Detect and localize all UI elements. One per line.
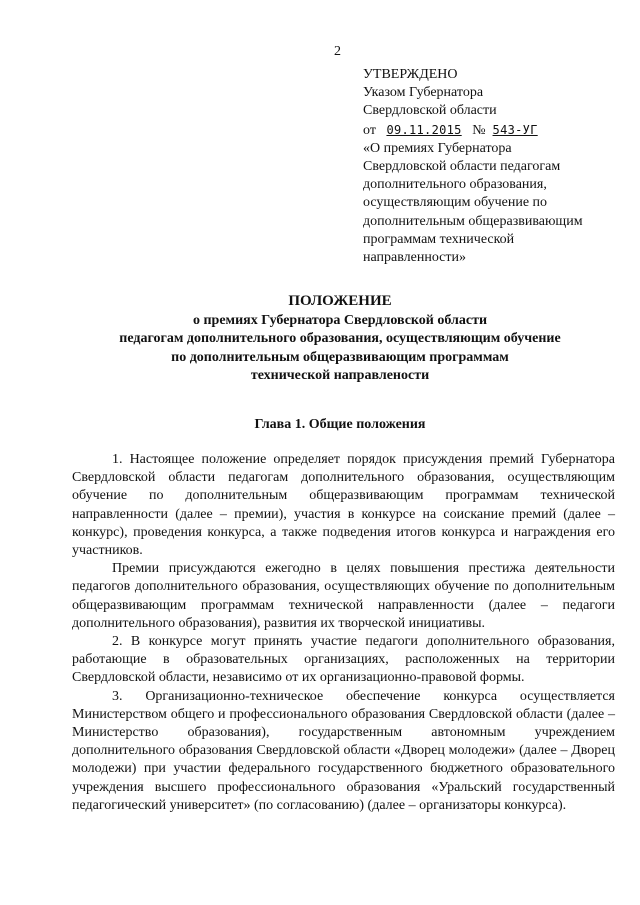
approval-issuer: Указом Губернатора	[363, 85, 484, 101]
decree-date-number-line	[363, 121, 633, 140]
document-title-line: технической направлености	[250, 368, 430, 383]
decree-number: 543-УГ	[492, 122, 538, 137]
decree-title-line: Свердловской области педагогам	[363, 159, 561, 175]
document-title-line: по дополнительным общеразвивающим программам	[171, 349, 509, 365]
decree-title-line: дополнительного образования,	[363, 177, 547, 193]
approval-stamp	[363, 66, 633, 267]
decree-date: 09.11.2015	[386, 122, 462, 137]
approval-heading: УТВЕРЖДЕНО	[363, 67, 458, 82]
document-title-main: ПОЛОЖЕНИЕ	[288, 293, 392, 309]
decree-title-line: дополнительным общеразвивающим	[363, 213, 583, 229]
body-text	[72, 451, 615, 815]
decree-title-line: направленности»	[363, 250, 467, 266]
number-prefix: №	[472, 122, 486, 138]
chapter-heading: Глава 1. Общие положения	[254, 417, 426, 432]
document-title	[60, 292, 620, 386]
decree-title-line: «О премиях Губернатора	[363, 140, 512, 156]
date-prefix: от	[363, 122, 376, 138]
decree-title-line: осуществляющим обучение по	[363, 195, 548, 211]
approval-region: Свердловской области	[363, 103, 497, 119]
decree-title-line: программам технической	[363, 231, 515, 247]
paragraph: 2. В конкурсе могут принять участие педагоги дополнительного образования, работающие в образовательных организациях, расположенных на территории Свердловской области, независимо от их организационно-правовой формы.	[72, 634, 615, 686]
document-title-line: о премиях Губернатора Свердловской области	[192, 312, 488, 328]
paragraph: 3. Организационно-техническое обеспечение конкурса осуществляется Министерством общего и профессионального образования Свердловской области (далее – Министерство образования), государственным автономным учреждением дополнительного образования Свердловской области «Дворец молодежи» (далее – Дворец молодежи) при участии федерального государственного бюджетного образовательного учреждения высшего профессионального образования «Уральский государственный педагогический университет» (по согласованию) (далее – организаторы конкурса).	[72, 688, 615, 813]
paragraph: Премии присуждаются ежегодно в целях повышения престижа деятельности педагогов дополнительного образования, осуществляющих обучение по дополнительным общеразвивающим программам технической направленности (далее – педагоги дополнительного образования), развития их творческой инициативы.	[72, 561, 615, 631]
document-title-line: педагогам дополнительного образования, осуществляющим обучение	[119, 331, 561, 346]
page-number: 2	[334, 44, 341, 59]
paragraph: 1. Настоящее положение определяет порядок присуждения премий Губернатора Свердловской области педагогам дополнительного образования, осуществляющим обучение по дополнительным общеразвивающим программам технической направленности (далее – премии), участия в конкурсе на соискание премий (далее – конкурс), проведения конкурса, а также подведения итогов конкурса и награждения его участников.	[72, 452, 615, 559]
